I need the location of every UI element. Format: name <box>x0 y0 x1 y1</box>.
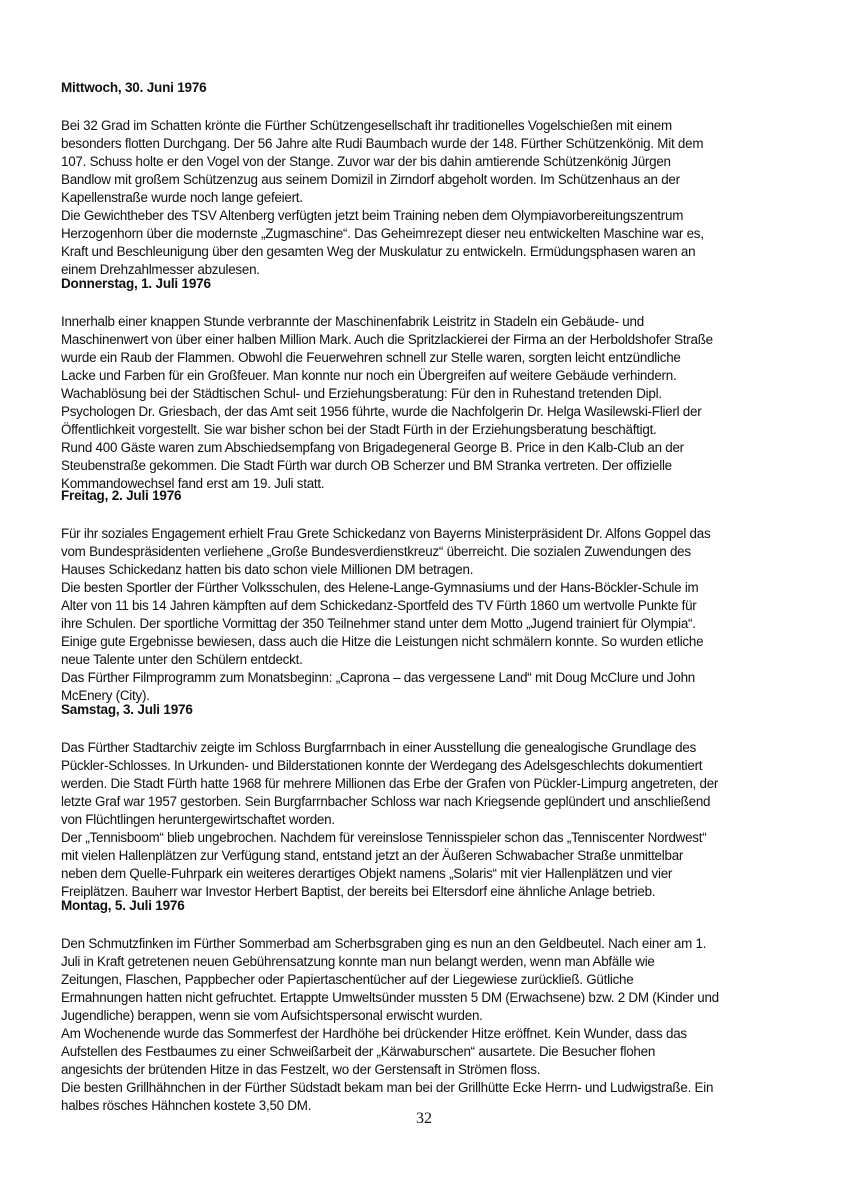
text-line: Pückler-Schlosses. In Urkunden- und Bilderstationen konnte der Werdegang des Adelsgeschlechts dokumentiert <box>61 758 703 773</box>
entry-date-heading: Samstag, 3. Juli 1976 <box>61 702 193 717</box>
text-line: Lacke und Farben für ein Großfeuer. Man konnte nur noch ein Übergreifen auf weitere Gebäude verhindern. <box>61 368 677 383</box>
text-line: 107. Schuss holte er den Vogel von der Stange. Zuvor war der bis dahin amtierende Schützenkönig Jürgen <box>61 154 671 169</box>
entry-date-heading: Freitag, 2. Juli 1976 <box>61 488 182 503</box>
text-line: mit vielen Hallenplätzen zur Verfügung stand, entstand jetzt an der Äußeren Schwabacher Straße unmittelbar <box>61 848 684 863</box>
entry-date-heading: Montag, 5. Juli 1976 <box>61 898 185 913</box>
text-line: Freiplätzen. Bauherr war Investor Herbert Baptist, der bereits bei Eltersdorf eine ähnliche Anlage betrieb. <box>61 884 656 899</box>
text-line: vom Bundespräsidenten verliehene „Große Bundesverdienstkreuz“ überreicht. Die sozialen Zuwendungen des <box>61 544 691 559</box>
page-number: 32 <box>416 1110 432 1127</box>
text-line: Herzogenhorn über die modernste „Zugmaschine“. Das Geheimrezept dieser neu entwickelten Maschine war es, <box>61 226 704 241</box>
entry-body <box>61 117 801 279</box>
text-line: von Flüchtlingen heruntergewirtschaftet worden. <box>61 812 335 827</box>
text-line: Einige gute Ergebnisse bewiesen, dass auch die Hitze die Leistungen nicht schmälern konnte. So wurden etliche <box>61 634 704 649</box>
text-line: Den Schmutzfinken im Fürther Sommerbad am Scherbsgraben ging es nun an den Geldbeutel. Nach einer am 1. <box>61 936 707 951</box>
text-line: Kraft und Beschleunigung über den gesamten Weg der Muskulatur zu entwickeln. Ermüdungsphasen waren an <box>61 244 696 259</box>
text-line: Hauses Schickedanz hatten bis dato schon viele Millionen DM betragen. <box>61 562 474 577</box>
text-line: Öffentlichkeit vorgestellt. Sie war bisher schon bei der Stadt Fürth in der Erziehungsberatung beschäftigt. <box>61 422 657 437</box>
text-line: Die besten Sportler der Fürther Volksschulen, des Helene-Lange-Gymnasiums und der Hans-Böckler-Schule im <box>61 580 699 595</box>
text-line: Zeitungen, Flaschen, Pappbecher oder Papiertaschentücher auf der Liegewiese zurückließ. Gütliche <box>61 972 634 987</box>
text-line: Innerhalb einer knappen Stunde verbrannte der Maschinenfabrik Leistritz in Stadeln ein Gebäude- und <box>61 314 644 329</box>
entry-body <box>61 739 801 901</box>
text-line: Jugendliche) berappen, wenn sie vom Aufsichtspersonal erwischt wurden. <box>61 1008 483 1023</box>
entry-date-heading: Donnerstag, 1. Juli 1976 <box>61 276 211 291</box>
text-line: ihre Schulen. Der sportliche Vormittag der 350 Teilnehmer stand unter dem Motto „Jugend trainiert für Olympia“. <box>61 616 696 631</box>
text-line: Am Wochenende wurde das Sommerfest der Hardhöhe bei drückender Hitze eröffnet. Kein Wunder, dass das <box>61 1026 687 1041</box>
text-line: halbes rösches Hähnchen kostete 3,50 DM. <box>61 1098 312 1113</box>
text-line: werden. Die Stadt Fürth hatte 1968 für mehrere Millionen das Erbe der Grafen von Pückler-Limpurg angetreten, der <box>61 776 719 791</box>
entry-body <box>61 935 801 1115</box>
text-line: Das Fürther Stadtarchiv zeigte im Schloss Burgfarrnbach in einer Ausstellung die genealogische Grundlage des <box>61 740 697 755</box>
text-line: Die Gewichtheber des TSV Altenberg verfügten jetzt beim Training neben dem Olympiavorbereitungszentrum <box>61 208 684 223</box>
text-line: Kommandowechsel fand erst am 19. Juli statt. <box>61 476 325 491</box>
text-line: Ermahnungen hatten nicht gefruchtet. Ertappte Umweltsünder mussten 5 DM (Erwachsene) bzw. 2 DM (Kinder und <box>61 990 719 1005</box>
entry-section <box>61 275 801 493</box>
text-line: angesichts der brütenden Hitze in das Festzelt, wo der Gerstensaft in Strömen floss. <box>61 1062 541 1077</box>
text-line: Maschinenwert von über einer halben Million Mark. Auch die Spritzlackierei der Firma an der Herboldshofer Straße <box>61 332 713 347</box>
text-line: Psychologen Dr. Griesbach, der das Amt seit 1956 führte, wurde die Nachfolgerin Dr. Helga Wasilewski-Flierl der <box>61 404 702 419</box>
text-line: Der „Tennisboom“ blieb ungebrochen. Nachdem für vereinslose Tennisspieler schon das „Tenniscenter Nordwest“ <box>61 830 707 845</box>
text-line: neue Talente unter den Schülern entdeckt. <box>61 652 303 667</box>
text-line: McEnery (City). <box>61 688 150 703</box>
text-line: einem Drehzahlmesser abzulesen. <box>61 262 260 277</box>
text-line: Rund 400 Gäste waren zum Abschiedsempfang von Brigadegeneral George B. Price in den Kalb-Club an der <box>61 440 684 455</box>
text-line: besonders flotten Durchgang. Der 56 Jahre alte Rudi Baumbach wurde der 148. Fürther Schützenkönig. Mit dem <box>61 136 704 151</box>
text-line: Wachablösung bei der Städtischen Schul- und Erziehungsberatung: Für den in Ruhestand tretenden Dipl. <box>61 386 662 401</box>
text-line: Steubenstraße gekommen. Die Stadt Fürth war durch OB Scherzer und BM Stranka vertreten. Der offizielle <box>61 458 672 473</box>
entry-section <box>61 897 801 1115</box>
text-line: Aufstellen des Festbaumes zu einer Schweißarbeit der „Kärwaburschen“ ausartete. Die Besucher flohen <box>61 1044 656 1059</box>
text-line: neben dem Quelle-Fuhrpark ein weiteres derartiges Objekt namens „Solaris“ mit vier Hallenplätzen und vier <box>61 866 673 881</box>
text-line: wurde ein Raub der Flammen. Obwohl die Feuerwehren schnell zur Stelle waren, sorgten leicht entzündliche <box>61 350 681 365</box>
text-line: letzte Graf war 1957 gestorben. Sein Burgfarrnbacher Schloss war nach Kriegsende geplündert und anschließend <box>61 794 711 809</box>
entry-body <box>61 313 801 493</box>
entry-section <box>61 487 801 705</box>
entry-section <box>61 701 801 901</box>
entry-body <box>61 525 801 705</box>
entry-date-heading: Mittwoch, 30. Juni 1976 <box>61 80 207 95</box>
text-line: Kapellenstraße wurde noch lange gefeiert. <box>61 190 303 205</box>
text-line: Für ihr soziales Engagement erhielt Frau Grete Schickedanz von Bayerns Ministerpräsident Dr. Alfons Goppel das <box>61 526 711 541</box>
text-line: Die besten Grillhähnchen in der Fürther Südstadt bekam man bei der Grillhütte Ecke Herrn- und Ludwigstraße. Ein <box>61 1080 714 1095</box>
text-line: Juli in Kraft getretenen neuen Gebührensatzung konnte man nun belangt werden, wenn man Abfälle wie <box>61 954 655 969</box>
text-line: Das Fürther Filmprogramm zum Monatsbeginn: „Caprona – das vergessene Land“ mit Doug McClure und John <box>61 670 695 685</box>
text-line: Bandlow mit großem Schützenzug aus seinem Domizil in Zirndorf abgeholt worden. Im Schützenhaus an der <box>61 172 680 187</box>
text-line: Alter von 11 bis 14 Jahren kämpften auf dem Schickedanz-Sportfeld des TV Fürth 1860 um wertvolle Punkte für <box>61 598 697 613</box>
entry-section <box>61 79 801 279</box>
text-line: Bei 32 Grad im Schatten krönte die Fürther Schützengesellschaft ihr traditionelles Vogelschießen mit einem <box>61 118 672 133</box>
